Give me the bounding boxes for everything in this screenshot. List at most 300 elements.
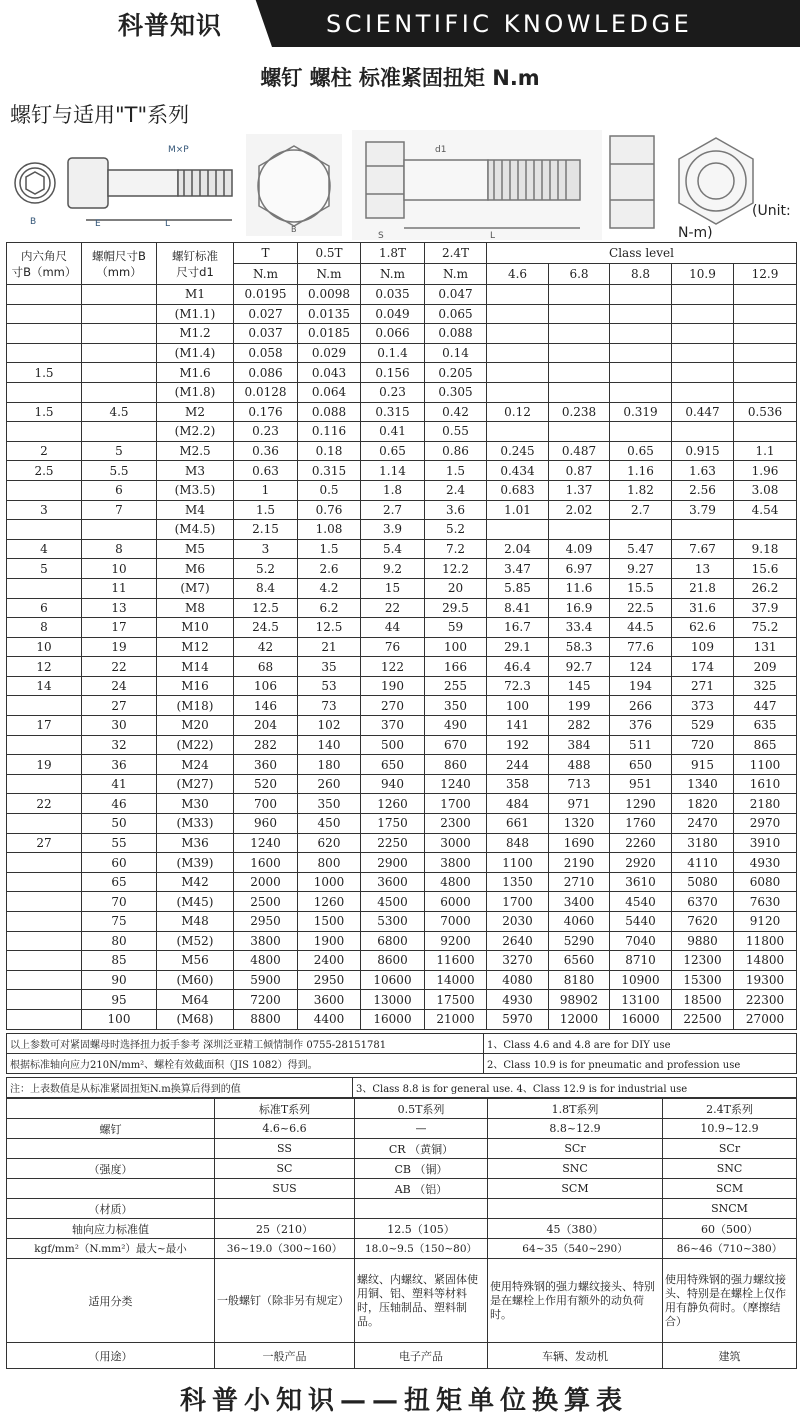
table-cell: 10900 — [610, 970, 672, 990]
table-cell: 8710 — [610, 951, 672, 971]
table-cell: 0.915 — [672, 441, 734, 461]
table-cell: 14 — [7, 676, 82, 696]
table-cell: 360 — [234, 755, 298, 775]
table-cell — [7, 735, 82, 755]
table-cell: 384 — [549, 735, 610, 755]
table-cell: 140 — [298, 735, 361, 755]
table-cell: (M2.2) — [157, 422, 234, 442]
use-05t: 电子产品 — [355, 1343, 488, 1369]
table-cell: (M33) — [157, 814, 234, 834]
mat-cell — [488, 1199, 663, 1219]
range-24t: 86~46（710~380） — [663, 1239, 797, 1259]
table-cell: 22300 — [734, 990, 797, 1010]
table-cell — [549, 304, 610, 324]
mat-cell — [215, 1199, 355, 1219]
table-cell: 10600 — [361, 970, 425, 990]
table-cell: 0.047 — [425, 285, 487, 305]
table-cell: 2190 — [549, 853, 610, 873]
table-cell: 20 — [425, 578, 487, 598]
table-cell: 5.4 — [361, 539, 425, 559]
table-row — [7, 872, 797, 892]
label-b: B — [30, 217, 37, 227]
table-cell: 141 — [487, 716, 549, 736]
table-cell: 14800 — [734, 951, 797, 971]
table-cell — [734, 422, 797, 442]
table-cell: M1.6 — [157, 363, 234, 383]
table-cell: 2.7 — [361, 500, 425, 520]
table-cell: 37.9 — [734, 598, 797, 618]
table-cell: 0.0098 — [298, 285, 361, 305]
table-cell: 12000 — [549, 1009, 610, 1029]
table-cell: 44.5 — [610, 618, 672, 638]
table-cell: 3800 — [234, 931, 298, 951]
table-cell: 6800 — [361, 931, 425, 951]
table-cell: 0.238 — [549, 402, 610, 422]
series-t: 标准T系列 — [215, 1099, 355, 1119]
table-cell: 0.315 — [298, 461, 361, 481]
table-cell: 95 — [82, 990, 157, 1010]
notes-table-2 — [6, 1077, 797, 1098]
table-cell: 1350 — [487, 872, 549, 892]
table-cell: 6 — [82, 480, 157, 500]
table-cell: 16.9 — [549, 598, 610, 618]
table-cell: 0.12 — [487, 402, 549, 422]
material-table — [6, 1098, 797, 1369]
table-row — [7, 814, 797, 834]
table-cell: 3180 — [672, 833, 734, 853]
table-cell: 620 — [298, 833, 361, 853]
table-cell: 1260 — [361, 794, 425, 814]
table-row — [7, 520, 797, 540]
table-cell: 35 — [298, 657, 361, 677]
table-cell: 7620 — [672, 912, 734, 932]
table-cell: 6370 — [672, 892, 734, 912]
table-cell: 260 — [298, 774, 361, 794]
table-cell: 0.76 — [298, 500, 361, 520]
table-cell: M5 — [157, 539, 234, 559]
range-t: 36~19.0（300~160） — [215, 1239, 355, 1259]
mat-cell: SCM — [663, 1179, 797, 1199]
table-cell: 0.305 — [425, 382, 487, 402]
table-cell — [7, 990, 82, 1010]
table-cell: 2.6 — [298, 559, 361, 579]
table-cell: 0.5 — [298, 480, 361, 500]
table-row — [7, 461, 797, 481]
table-cell: 500 — [361, 735, 425, 755]
table-cell — [487, 382, 549, 402]
table-cell: 12300 — [672, 951, 734, 971]
table-cell: 29.1 — [487, 637, 549, 657]
table-cell: 11800 — [734, 931, 797, 951]
table-cell: M36 — [157, 833, 234, 853]
table-cell: 520 — [234, 774, 298, 794]
table-row — [7, 500, 797, 520]
table-cell: 124 — [610, 657, 672, 677]
table-cell: 0.029 — [298, 343, 361, 363]
table-cell: (M1.8) — [157, 382, 234, 402]
table-cell: 5.47 — [610, 539, 672, 559]
table-cell — [734, 324, 797, 344]
table-cell: 70 — [82, 892, 157, 912]
table-cell: 174 — [672, 657, 734, 677]
table-cell — [7, 1009, 82, 1029]
table-cell: 22.5 — [610, 598, 672, 618]
table-cell: 1500 — [298, 912, 361, 932]
table-cell: 9880 — [672, 931, 734, 951]
table-cell — [7, 696, 82, 716]
table-cell: 8 — [82, 539, 157, 559]
table-cell: 0.23 — [361, 382, 425, 402]
table-cell: 1.5 — [7, 363, 82, 383]
table-cell — [672, 363, 734, 383]
note-2-right: 2、Class 10.9 is for pneumatic and profession use — [484, 1054, 797, 1074]
strength-05t: — — [355, 1119, 488, 1139]
table-cell: (M27) — [157, 774, 234, 794]
table-cell: 50 — [82, 814, 157, 834]
table-cell: M3 — [157, 461, 234, 481]
table-cell: 2920 — [610, 853, 672, 873]
table-cell: 24 — [82, 676, 157, 696]
table-cell: 19300 — [734, 970, 797, 990]
table-cell: 22 — [7, 794, 82, 814]
table-cell: 0.319 — [610, 402, 672, 422]
table-cell: 4400 — [298, 1009, 361, 1029]
label-strength: （强度） — [7, 1159, 215, 1179]
table-row — [7, 676, 797, 696]
table-cell: 5.85 — [487, 578, 549, 598]
table-cell: 6000 — [425, 892, 487, 912]
table-cell: 9.18 — [734, 539, 797, 559]
table-cell: M30 — [157, 794, 234, 814]
table-cell: 7.67 — [672, 539, 734, 559]
table-cell: 1750 — [361, 814, 425, 834]
table-cell: 4800 — [234, 951, 298, 971]
mat-cell: SCM — [488, 1179, 663, 1199]
table-cell: 0.86 — [425, 441, 487, 461]
table-cell — [610, 304, 672, 324]
table-cell — [672, 382, 734, 402]
table-cell: 98902 — [549, 990, 610, 1010]
table-cell: 1 — [234, 480, 298, 500]
table-cell: 488 — [549, 755, 610, 775]
table-cell — [7, 931, 82, 951]
table-cell: (M45) — [157, 892, 234, 912]
table-cell: 0.41 — [361, 422, 425, 442]
apply-05t: 螺纹、内螺纹、紧固体使用铜、铝、塑料等材料时，压轴制品、塑料制品。 — [355, 1259, 488, 1343]
table-cell: 0.42 — [425, 402, 487, 422]
table-cell: 325 — [734, 676, 797, 696]
table-cell: 282 — [234, 735, 298, 755]
table-row — [7, 578, 797, 598]
table-cell: 15 — [361, 578, 425, 598]
table-cell: 9.2 — [361, 559, 425, 579]
label-s: S — [378, 231, 384, 241]
table-row — [7, 951, 797, 971]
table-cell: 1.37 — [549, 480, 610, 500]
table-cell: 0.536 — [734, 402, 797, 422]
table-row — [7, 794, 797, 814]
label-screw: 螺钉 — [7, 1119, 215, 1139]
table-cell: 16.7 — [487, 618, 549, 638]
table-cell: 2.15 — [234, 520, 298, 540]
table-cell: 0.65 — [610, 441, 672, 461]
table-cell — [549, 324, 610, 344]
table-cell: 3.79 — [672, 500, 734, 520]
table-cell: 106 — [234, 676, 298, 696]
table-cell: 1.5 — [234, 500, 298, 520]
table-cell: 0.049 — [361, 304, 425, 324]
table-cell: 2 — [7, 441, 82, 461]
table-cell: 80 — [82, 931, 157, 951]
table-cell: 661 — [487, 814, 549, 834]
table-cell: 0.23 — [234, 422, 298, 442]
table-row — [7, 853, 797, 873]
header-grade-24t: 2.4T — [425, 243, 487, 264]
table-cell: 146 — [234, 696, 298, 716]
mat-cell: CB （铜） — [355, 1159, 488, 1179]
table-row — [7, 755, 797, 775]
table-cell: M2 — [157, 402, 234, 422]
table-cell: 1.8 — [361, 480, 425, 500]
table-cell: 5080 — [672, 872, 734, 892]
table-cell: M20 — [157, 716, 234, 736]
table-cell: 0.65 — [361, 441, 425, 461]
table-cell: 0.205 — [425, 363, 487, 383]
table-cell: 77.6 — [610, 637, 672, 657]
table-cell: 0.14 — [425, 343, 487, 363]
table-cell — [672, 324, 734, 344]
table-cell: 27 — [82, 696, 157, 716]
table-cell: 17 — [82, 618, 157, 638]
torque-table — [6, 242, 797, 1030]
table-row — [7, 598, 797, 618]
table-cell — [487, 324, 549, 344]
table-cell: 13 — [82, 598, 157, 618]
table-row — [7, 304, 797, 324]
table-cell — [672, 343, 734, 363]
table-cell: 0.63 — [234, 461, 298, 481]
table-cell: 6.2 — [298, 598, 361, 618]
table-cell — [82, 363, 157, 383]
header-screw-size-line1: 螺钉标准 — [172, 248, 218, 263]
table-row — [7, 833, 797, 853]
table-cell: 3.08 — [734, 480, 797, 500]
banner-title-cn: 科普知识 — [118, 11, 223, 40]
table-cell — [7, 892, 82, 912]
table-cell: 2180 — [734, 794, 797, 814]
table-cell: 3610 — [610, 872, 672, 892]
table-cell: 3.6 — [425, 500, 487, 520]
table-row — [7, 480, 797, 500]
header-grade-05t: 0.5T — [298, 243, 361, 264]
socket-head-screw-side-view — [68, 158, 232, 220]
table-cell — [7, 324, 82, 344]
series-24t: 2.4T系列 — [663, 1099, 797, 1119]
table-cell: 60 — [82, 853, 157, 873]
mat-cell: SS — [215, 1139, 355, 1159]
table-cell — [487, 422, 549, 442]
table-cell: 53 — [298, 676, 361, 696]
table-row — [7, 559, 797, 579]
section-subtitle: 螺钉与适用"T"系列 — [10, 103, 190, 127]
table-row — [7, 343, 797, 363]
table-cell: 1690 — [549, 833, 610, 853]
table-cell — [610, 422, 672, 442]
table-cell — [82, 520, 157, 540]
table-cell: M10 — [157, 618, 234, 638]
mat-cell: SUS — [215, 1179, 355, 1199]
header-class-88: 8.8 — [610, 264, 672, 285]
table-cell: 1100 — [487, 853, 549, 873]
table-cell: 2.02 — [549, 500, 610, 520]
table-cell: 192 — [487, 735, 549, 755]
table-cell: 33.4 — [549, 618, 610, 638]
table-cell: 1.63 — [672, 461, 734, 481]
header-screw-size-line2: 尺寸d1 — [176, 264, 214, 279]
table-cell: 270 — [361, 696, 425, 716]
mat-cell: SCr — [663, 1139, 797, 1159]
table-cell: 0.116 — [298, 422, 361, 442]
table-cell: 8.41 — [487, 598, 549, 618]
table-cell: 271 — [672, 676, 734, 696]
unit-label-2: N-m) — [678, 225, 713, 241]
header-nut-size — [82, 243, 157, 285]
table-cell — [610, 382, 672, 402]
table-cell: 68 — [234, 657, 298, 677]
table-cell — [7, 912, 82, 932]
axial-05t: 12.5（105） — [355, 1219, 488, 1239]
table-row — [7, 539, 797, 559]
table-cell: 860 — [425, 755, 487, 775]
note-1-right: 1、Class 4.6 and 4.8 are for DIY use — [484, 1034, 797, 1054]
table-cell: 7200 — [234, 990, 298, 1010]
table-cell: M8 — [157, 598, 234, 618]
table-cell: 0.066 — [361, 324, 425, 344]
table-cell: 2.56 — [672, 480, 734, 500]
table-cell: 511 — [610, 735, 672, 755]
table-cell: 0.315 — [361, 402, 425, 422]
table-cell: 22500 — [672, 1009, 734, 1029]
table-cell: 73 — [298, 696, 361, 716]
header-banner — [0, 0, 800, 47]
table-cell: 1.16 — [610, 461, 672, 481]
table-cell — [82, 422, 157, 442]
table-cell: 41 — [82, 774, 157, 794]
table-cell: 2950 — [234, 912, 298, 932]
table-cell — [734, 285, 797, 305]
table-cell: 3600 — [361, 872, 425, 892]
table-cell: 376 — [610, 716, 672, 736]
table-row — [7, 382, 797, 402]
label-d1: d1 — [435, 145, 447, 155]
table-cell: 62.6 — [672, 618, 734, 638]
header-unit: N.m — [361, 264, 425, 285]
table-cell — [734, 363, 797, 383]
table-cell: M12 — [157, 637, 234, 657]
table-cell: 21000 — [425, 1009, 487, 1029]
range-05t: 18.0~9.5（150~80） — [355, 1239, 488, 1259]
header-class-46: 4.6 — [487, 264, 549, 285]
table-cell: 0.064 — [298, 382, 361, 402]
table-cell: 2260 — [610, 833, 672, 853]
header-grade-t: T — [234, 243, 298, 264]
table-row — [7, 735, 797, 755]
table-cell: 3 — [234, 539, 298, 559]
table-cell: 1.5 — [7, 402, 82, 422]
table-cell: M48 — [157, 912, 234, 932]
table-cell: 122 — [361, 657, 425, 677]
table-cell: 18500 — [672, 990, 734, 1010]
table-cell: 1.1 — [734, 441, 797, 461]
table-cell — [487, 520, 549, 540]
axial-24t: 60（500） — [663, 1219, 797, 1239]
table-cell: 5 — [82, 441, 157, 461]
table-cell: 266 — [610, 696, 672, 716]
apply-24t: 使用特殊钢的强力螺纹接头、特别是在螺栓上仅作用有静负荷时。（摩擦结合） — [663, 1259, 797, 1343]
table-row — [7, 774, 797, 794]
table-cell: M24 — [157, 755, 234, 775]
table-cell: 713 — [549, 774, 610, 794]
note-3-left: 注：上表数值是从标准紧固扭矩N.m换算后得到的值 — [7, 1078, 353, 1098]
table-cell: 7 — [82, 500, 157, 520]
table-cell: 7040 — [610, 931, 672, 951]
table-cell — [7, 480, 82, 500]
axial-t: 25（210） — [215, 1219, 355, 1239]
table-cell: 0.0135 — [298, 304, 361, 324]
table-cell: 13000 — [361, 990, 425, 1010]
mat-label-blank — [7, 1139, 215, 1159]
table-cell — [610, 363, 672, 383]
header-nut-size-line1: 螺帽尺寸B — [92, 248, 146, 263]
table-cell: 0.035 — [361, 285, 425, 305]
table-cell: 199 — [549, 696, 610, 716]
table-cell — [7, 304, 82, 324]
table-cell: 0.18 — [298, 441, 361, 461]
table-cell — [487, 343, 549, 363]
table-cell: 13100 — [610, 990, 672, 1010]
table-cell: 22 — [82, 657, 157, 677]
hex-head-end-view — [246, 134, 342, 236]
table-cell: 670 — [425, 735, 487, 755]
table-cell: 4800 — [425, 872, 487, 892]
table-cell — [734, 304, 797, 324]
table-cell: 4540 — [610, 892, 672, 912]
table-cell: 1340 — [672, 774, 734, 794]
table-cell: 10 — [7, 637, 82, 657]
table-cell: 1260 — [298, 892, 361, 912]
strength-18t: 8.8~12.9 — [488, 1119, 663, 1139]
table-cell: 0.447 — [672, 402, 734, 422]
table-row — [7, 1009, 797, 1029]
table-cell: 4 — [7, 539, 82, 559]
table-cell: 6080 — [734, 872, 797, 892]
header-unit: N.m — [298, 264, 361, 285]
table-cell: 2.7 — [610, 500, 672, 520]
table-cell: (M1.1) — [157, 304, 234, 324]
table-cell — [487, 285, 549, 305]
table-cell: 166 — [425, 657, 487, 677]
table-row — [7, 990, 797, 1010]
table-cell: 180 — [298, 755, 361, 775]
table-cell: 0.088 — [298, 402, 361, 422]
page-title: 螺钉 螺柱 标准紧固扭矩 N.m — [260, 66, 540, 90]
table-cell: 2900 — [361, 853, 425, 873]
table-cell: 31.6 — [672, 598, 734, 618]
table-cell: 8800 — [234, 1009, 298, 1029]
table-cell: 3 — [7, 500, 82, 520]
table-cell: 90 — [82, 970, 157, 990]
table-cell: 358 — [487, 774, 549, 794]
